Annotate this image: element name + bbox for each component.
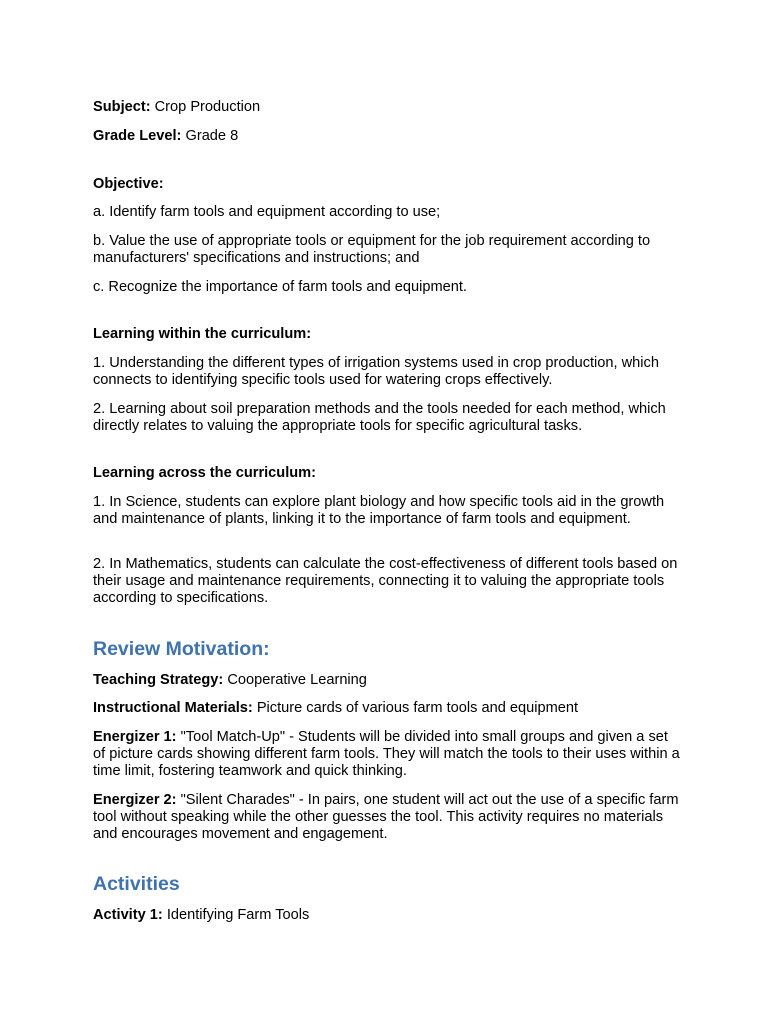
- strategy-value: Cooperative Learning: [227, 672, 367, 688]
- materials-value: Picture cards of various farm tools and equipment: [256, 700, 579, 716]
- strategy-label: Teaching Strategy:: [93, 672, 224, 688]
- energizer1-text: "Tool Match-Up" - Students will be divided into small groups and given a set of picture cards showing different farm tools. They will match the tools to their uses within a time limit, fostering teamwork and quick thinking.: [93, 729, 680, 779]
- energizer2-text: "Silent Charades" - In pairs, one student will act out the use of a specific farm tool without speaking while the other guesses the tool. This activity requires no materials and encourages movement and engagement.: [93, 792, 679, 842]
- objective-item: b. Value the use of appropriate tools or equipment for the job requirement according to manufacturers' specifications and instructions; and: [93, 233, 651, 266]
- within-item: 1. Understanding the different types of irrigation systems used in crop production, which connects to identifying specific tools used for watering crops effectively.: [93, 355, 659, 388]
- across-item: 2. In Mathematics, students can calculate the cost-effectiveness of different tools based on their usage and maintenance requirements, connecting it to valuing the appropriate tools according to specifications.: [93, 556, 678, 606]
- objective-item: a. Identify farm tools and equipment according to use;: [93, 204, 441, 220]
- grade-label: Grade Level:: [93, 128, 182, 144]
- grade-value: Grade 8: [185, 128, 239, 144]
- materials-line: [93, 700, 683, 717]
- activities-heading: Activities: [93, 873, 180, 895]
- materials-label: Instructional Materials:: [93, 700, 253, 716]
- within-item: 2. Learning about soil preparation methods and the tools needed for each method, which directly relates to valuing the appropriate tools for specific agricultural tasks.: [93, 401, 666, 434]
- energizer2-label: Energizer 2:: [93, 792, 177, 808]
- activity1-value: Identifying Farm Tools: [166, 907, 310, 923]
- energizer1-label: Energizer 1:: [93, 729, 177, 745]
- subject-line: [93, 99, 683, 116]
- subject-value: Crop Production: [154, 99, 261, 115]
- energizer2-paragraph: [93, 792, 683, 843]
- across-heading: Learning across the curriculum:: [93, 465, 317, 481]
- strategy-line: [93, 672, 683, 689]
- grade-line: [93, 128, 683, 145]
- across-item: 1. In Science, students can explore plant biology and how specific tools aid in the growth and maintenance of plants, linking it to the importance of farm tools and equipment.: [93, 494, 665, 527]
- activity1-line: [93, 907, 683, 924]
- activity1-label: Activity 1:: [93, 907, 163, 923]
- objective-heading: Objective:: [93, 176, 164, 192]
- within-heading: Learning within the curriculum:: [93, 326, 312, 342]
- objective-item: c. Recognize the importance of farm tools and equipment.: [93, 279, 467, 295]
- energizer1-paragraph: [93, 729, 683, 780]
- subject-label: Subject:: [93, 99, 151, 115]
- review-heading: Review Motivation:: [93, 638, 270, 660]
